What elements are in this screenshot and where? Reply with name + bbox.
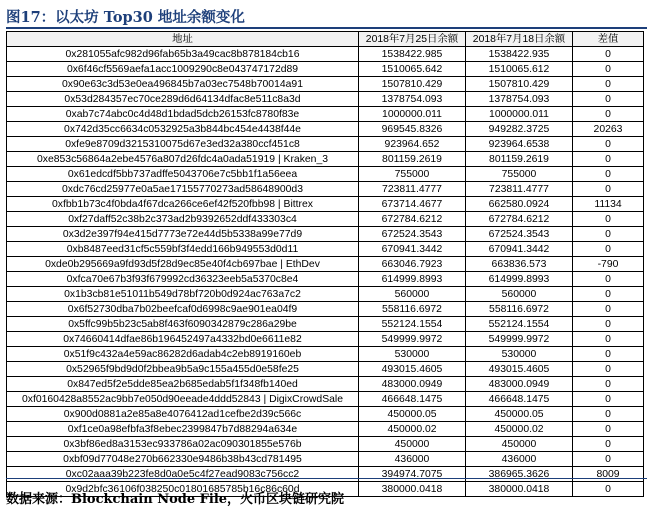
balance-0718-cell: 663836.573 xyxy=(466,257,573,272)
table-row xyxy=(7,107,644,122)
column-header-balance-0718: 2018年7月18日余额 xyxy=(466,32,573,47)
table-row xyxy=(7,137,644,152)
table-row xyxy=(7,182,644,197)
difference-cell: 0 xyxy=(573,182,644,197)
balance-0725-cell: 552124.1554 xyxy=(359,317,466,332)
difference-cell: 0 xyxy=(573,167,644,182)
table-row xyxy=(7,407,644,422)
address-cell: 0xab7c74abc0c4d48d1bdad5dcb26153fc8780f83e xyxy=(7,107,359,122)
balance-table xyxy=(6,31,644,497)
figure-header xyxy=(6,5,647,29)
table-row xyxy=(7,467,644,482)
balance-0718-cell: 436000 xyxy=(466,452,573,467)
balance-0718-cell: 672524.3543 xyxy=(466,227,573,242)
table-row xyxy=(7,47,644,62)
balance-0725-cell: 969545.8326 xyxy=(359,122,466,137)
difference-cell: 0 xyxy=(573,227,644,242)
difference-cell: 0 xyxy=(573,377,644,392)
balance-0725-cell: 436000 xyxy=(359,452,466,467)
balance-0718-cell: 614999.8993 xyxy=(466,272,573,287)
difference-cell: 0 xyxy=(573,302,644,317)
table-row xyxy=(7,197,644,212)
difference-cell: 0 xyxy=(573,362,644,377)
difference-cell: 0 xyxy=(573,437,644,452)
table-row xyxy=(7,77,644,92)
balance-0718-cell: 450000.02 xyxy=(466,422,573,437)
balance-0725-cell: 558116.6972 xyxy=(359,302,466,317)
table-row xyxy=(7,392,644,407)
balance-0725-cell: 755000 xyxy=(359,167,466,182)
balance-0718-cell: 450000 xyxy=(466,437,573,452)
balance-0725-cell: 672784.6212 xyxy=(359,212,466,227)
table-row xyxy=(7,317,644,332)
balance-0718-cell: 560000 xyxy=(466,287,573,302)
difference-cell: 0 xyxy=(573,77,644,92)
address-cell: 0xb8487eed31cf5c559bf3f4edd166b949553d0d11 xyxy=(7,242,359,257)
balance-0718-cell: 923964.6538 xyxy=(466,137,573,152)
table-row xyxy=(7,272,644,287)
difference-cell: 0 xyxy=(573,47,644,62)
table-row xyxy=(7,167,644,182)
difference-cell: 0 xyxy=(573,422,644,437)
difference-cell: 0 xyxy=(573,152,644,167)
balance-0725-cell: 380000.0418 xyxy=(359,482,466,497)
balance-0718-cell: 1510065.612 xyxy=(466,62,573,77)
address-cell: 0xe853c56864a2ebe4576a807d26fdc4a0ada51919 | Kraken_3 xyxy=(7,152,359,167)
table-row xyxy=(7,437,644,452)
balance-0718-cell: 949282.3725 xyxy=(466,122,573,137)
balance-0718-cell: 1507810.429 xyxy=(466,77,573,92)
address-cell: 0xc02aaa39b223fe8d0a0e5c4f27ead9083c756cc2 xyxy=(7,467,359,482)
address-cell: 0x3bf86ed8a3153ec933786a02ac090301855e576b xyxy=(7,437,359,452)
address-cell: 0xf27daff52c38b2c373ad2b9392652ddf433303c4 xyxy=(7,212,359,227)
table-row xyxy=(7,347,644,362)
address-cell: 0xf1ce0a98efbfa3f8ebec2399847b7d88294a634e xyxy=(7,422,359,437)
difference-cell: 0 xyxy=(573,332,644,347)
balance-0718-cell: 558116.6972 xyxy=(466,302,573,317)
balance-0725-cell: 1538422.985 xyxy=(359,47,466,62)
balance-0725-cell: 670941.3442 xyxy=(359,242,466,257)
balance-0725-cell: 1000000.011 xyxy=(359,107,466,122)
difference-cell: 0 xyxy=(573,482,644,497)
balance-0718-cell: 549999.9972 xyxy=(466,332,573,347)
difference-cell: 0 xyxy=(573,272,644,287)
difference-cell: 0 xyxy=(573,287,644,302)
balance-0718-cell: 801159.2619 xyxy=(466,152,573,167)
address-cell: 0xfca70e67b3f93f679992cd36323eeb5a5370c8e4 xyxy=(7,272,359,287)
table-body xyxy=(7,47,644,497)
address-cell: 0x1b3cb81e51011b549d78bf720b0d924ac763a7c2 xyxy=(7,287,359,302)
balance-0718-cell: 552124.1554 xyxy=(466,317,573,332)
table-row xyxy=(7,452,644,467)
balance-0718-cell: 386965.3626 xyxy=(466,467,573,482)
table-row xyxy=(7,422,644,437)
table-row xyxy=(7,152,644,167)
source-note: 数据来源：Blockchain Node File，火币区块链研究院 xyxy=(6,492,345,507)
balance-0718-cell: 672784.6212 xyxy=(466,212,573,227)
difference-cell: 0 xyxy=(573,242,644,257)
address-cell: 0xfe9e8709d3215310075d67e3ed32a380ccf451c8 xyxy=(7,137,359,152)
address-cell: 0x3d2e397f94e415d7773e72e44d5b5338a99e77d9 xyxy=(7,227,359,242)
table-row xyxy=(7,212,644,227)
balance-0725-cell: 672524.3543 xyxy=(359,227,466,242)
balance-0718-cell: 1378754.093 xyxy=(466,92,573,107)
balance-0725-cell: 1510065.642 xyxy=(359,62,466,77)
balance-0725-cell: 560000 xyxy=(359,287,466,302)
table-row xyxy=(7,362,644,377)
address-cell: 0x74660414dfae86b196452497a4332bd0e6611e82 xyxy=(7,332,359,347)
balance-0725-cell: 723811.4777 xyxy=(359,182,466,197)
table-header-row xyxy=(7,32,644,47)
balance-0725-cell: 923964.652 xyxy=(359,137,466,152)
balance-0725-cell: 673714.4677 xyxy=(359,197,466,212)
address-cell: 0x281055afc982d96fab65b3a49cac8b878184cb16 xyxy=(7,47,359,62)
address-cell: 0xdc76cd25977e0a5ae17155770273ad58648900d3 xyxy=(7,182,359,197)
balance-0718-cell: 755000 xyxy=(466,167,573,182)
address-cell: 0x6f52730dba7b02beefcaf0d6998c9ae901ea04f9 xyxy=(7,302,359,317)
balance-0718-cell: 662580.0924 xyxy=(466,197,573,212)
table-row xyxy=(7,257,644,272)
footer-divider xyxy=(6,478,647,479)
address-cell: 0x9d2bfc36106f038250c01801685785b16c86c60d xyxy=(7,482,359,497)
table-row xyxy=(7,92,644,107)
address-cell: 0x742d35cc6634c0532925a3b844bc454e4438f44e xyxy=(7,122,359,137)
balance-0718-cell: 450000.05 xyxy=(466,407,573,422)
difference-cell: 0 xyxy=(573,92,644,107)
table-row xyxy=(7,242,644,257)
address-cell: 0x51f9c432a4e59ac86282d6adab4c2eb8919160eb xyxy=(7,347,359,362)
address-cell: 0xfbb1b73c4f0bda4f67dca266ce6ef42f520fbb98 | Bittrex xyxy=(7,197,359,212)
difference-cell: 0 xyxy=(573,392,644,407)
balance-0718-cell: 1000000.011 xyxy=(466,107,573,122)
balance-0725-cell: 663046.7923 xyxy=(359,257,466,272)
balance-0725-cell: 450000.05 xyxy=(359,407,466,422)
table-row xyxy=(7,377,644,392)
address-cell: 0x61edcdf5bb737adffe5043706e7c5bb1f1a56eea xyxy=(7,167,359,182)
table-row xyxy=(7,227,644,242)
difference-cell: 11134 xyxy=(573,197,644,212)
address-cell: 0x52965f9bd9d0f2bbea9b5a9c155a455d0e58fe25 xyxy=(7,362,359,377)
address-cell: 0x6f46cf5569aefa1acc1009290c8e043747172d89 xyxy=(7,62,359,77)
column-header-balance-0725: 2018年7月25日余额 xyxy=(359,32,466,47)
difference-cell: 0 xyxy=(573,107,644,122)
balance-0725-cell: 1378754.093 xyxy=(359,92,466,107)
balance-0725-cell: 483000.0949 xyxy=(359,377,466,392)
column-header-address: 地址 xyxy=(7,32,359,47)
balance-0725-cell: 614999.8993 xyxy=(359,272,466,287)
balance-0718-cell: 723811.4777 xyxy=(466,182,573,197)
difference-cell: 0 xyxy=(573,212,644,227)
balance-0725-cell: 493015.4605 xyxy=(359,362,466,377)
difference-cell: 8009 xyxy=(573,467,644,482)
balance-0725-cell: 450000 xyxy=(359,437,466,452)
balance-0725-cell: 801159.2619 xyxy=(359,152,466,167)
address-cell: 0x53d284357ec70ce289d6d64134dfac8e511c8a3d xyxy=(7,92,359,107)
address-cell: 0x847ed5f2e5dde85ea2b685edab5f1f348fb140ed xyxy=(7,377,359,392)
difference-cell: 0 xyxy=(573,407,644,422)
balance-0718-cell: 493015.4605 xyxy=(466,362,573,377)
balance-0725-cell: 530000 xyxy=(359,347,466,362)
difference-cell: 0 xyxy=(573,137,644,152)
difference-cell: -790 xyxy=(573,257,644,272)
balance-0718-cell: 530000 xyxy=(466,347,573,362)
difference-cell: 0 xyxy=(573,317,644,332)
balance-0718-cell: 1538422.935 xyxy=(466,47,573,62)
address-cell: 0xf0160428a8552ac9bb7e050d90eeade4ddd52843 | DigixCrowdSale xyxy=(7,392,359,407)
address-cell: 0x5ffc99b5b23c5ab8f463f6090342879c286a29be xyxy=(7,317,359,332)
difference-cell: 0 xyxy=(573,347,644,362)
table-row xyxy=(7,302,644,317)
table-row xyxy=(7,122,644,137)
balance-0725-cell: 466648.1475 xyxy=(359,392,466,407)
difference-cell: 0 xyxy=(573,452,644,467)
difference-cell: 0 xyxy=(573,62,644,77)
balance-0718-cell: 380000.0418 xyxy=(466,482,573,497)
balance-0725-cell: 450000.02 xyxy=(359,422,466,437)
balance-0718-cell: 483000.0949 xyxy=(466,377,573,392)
difference-cell: 20263 xyxy=(573,122,644,137)
column-header-difference: 差值 xyxy=(573,32,644,47)
figure-title: 图17：以太坊 Top30 地址余额变化 xyxy=(6,9,245,26)
address-cell: 0xde0b295669a9fd93d5f28d9ec85e40f4cb697bae | EthDev xyxy=(7,257,359,272)
address-cell: 0x900d0881a2e85a8e4076412ad1cefbe2d39c566c xyxy=(7,407,359,422)
balance-0725-cell: 394974.7075 xyxy=(359,467,466,482)
balance-0725-cell: 549999.9972 xyxy=(359,332,466,347)
table-row xyxy=(7,287,644,302)
table-row xyxy=(7,62,644,77)
table-row xyxy=(7,332,644,347)
balance-0718-cell: 466648.1475 xyxy=(466,392,573,407)
address-cell: 0x90e63c3d53e0ea496845b7a03ec7548b70014a91 xyxy=(7,77,359,92)
address-cell: 0xbf09d77048e270b662330e9486b38b43cd781495 xyxy=(7,452,359,467)
balance-0725-cell: 1507810.429 xyxy=(359,77,466,92)
balance-0718-cell: 670941.3442 xyxy=(466,242,573,257)
